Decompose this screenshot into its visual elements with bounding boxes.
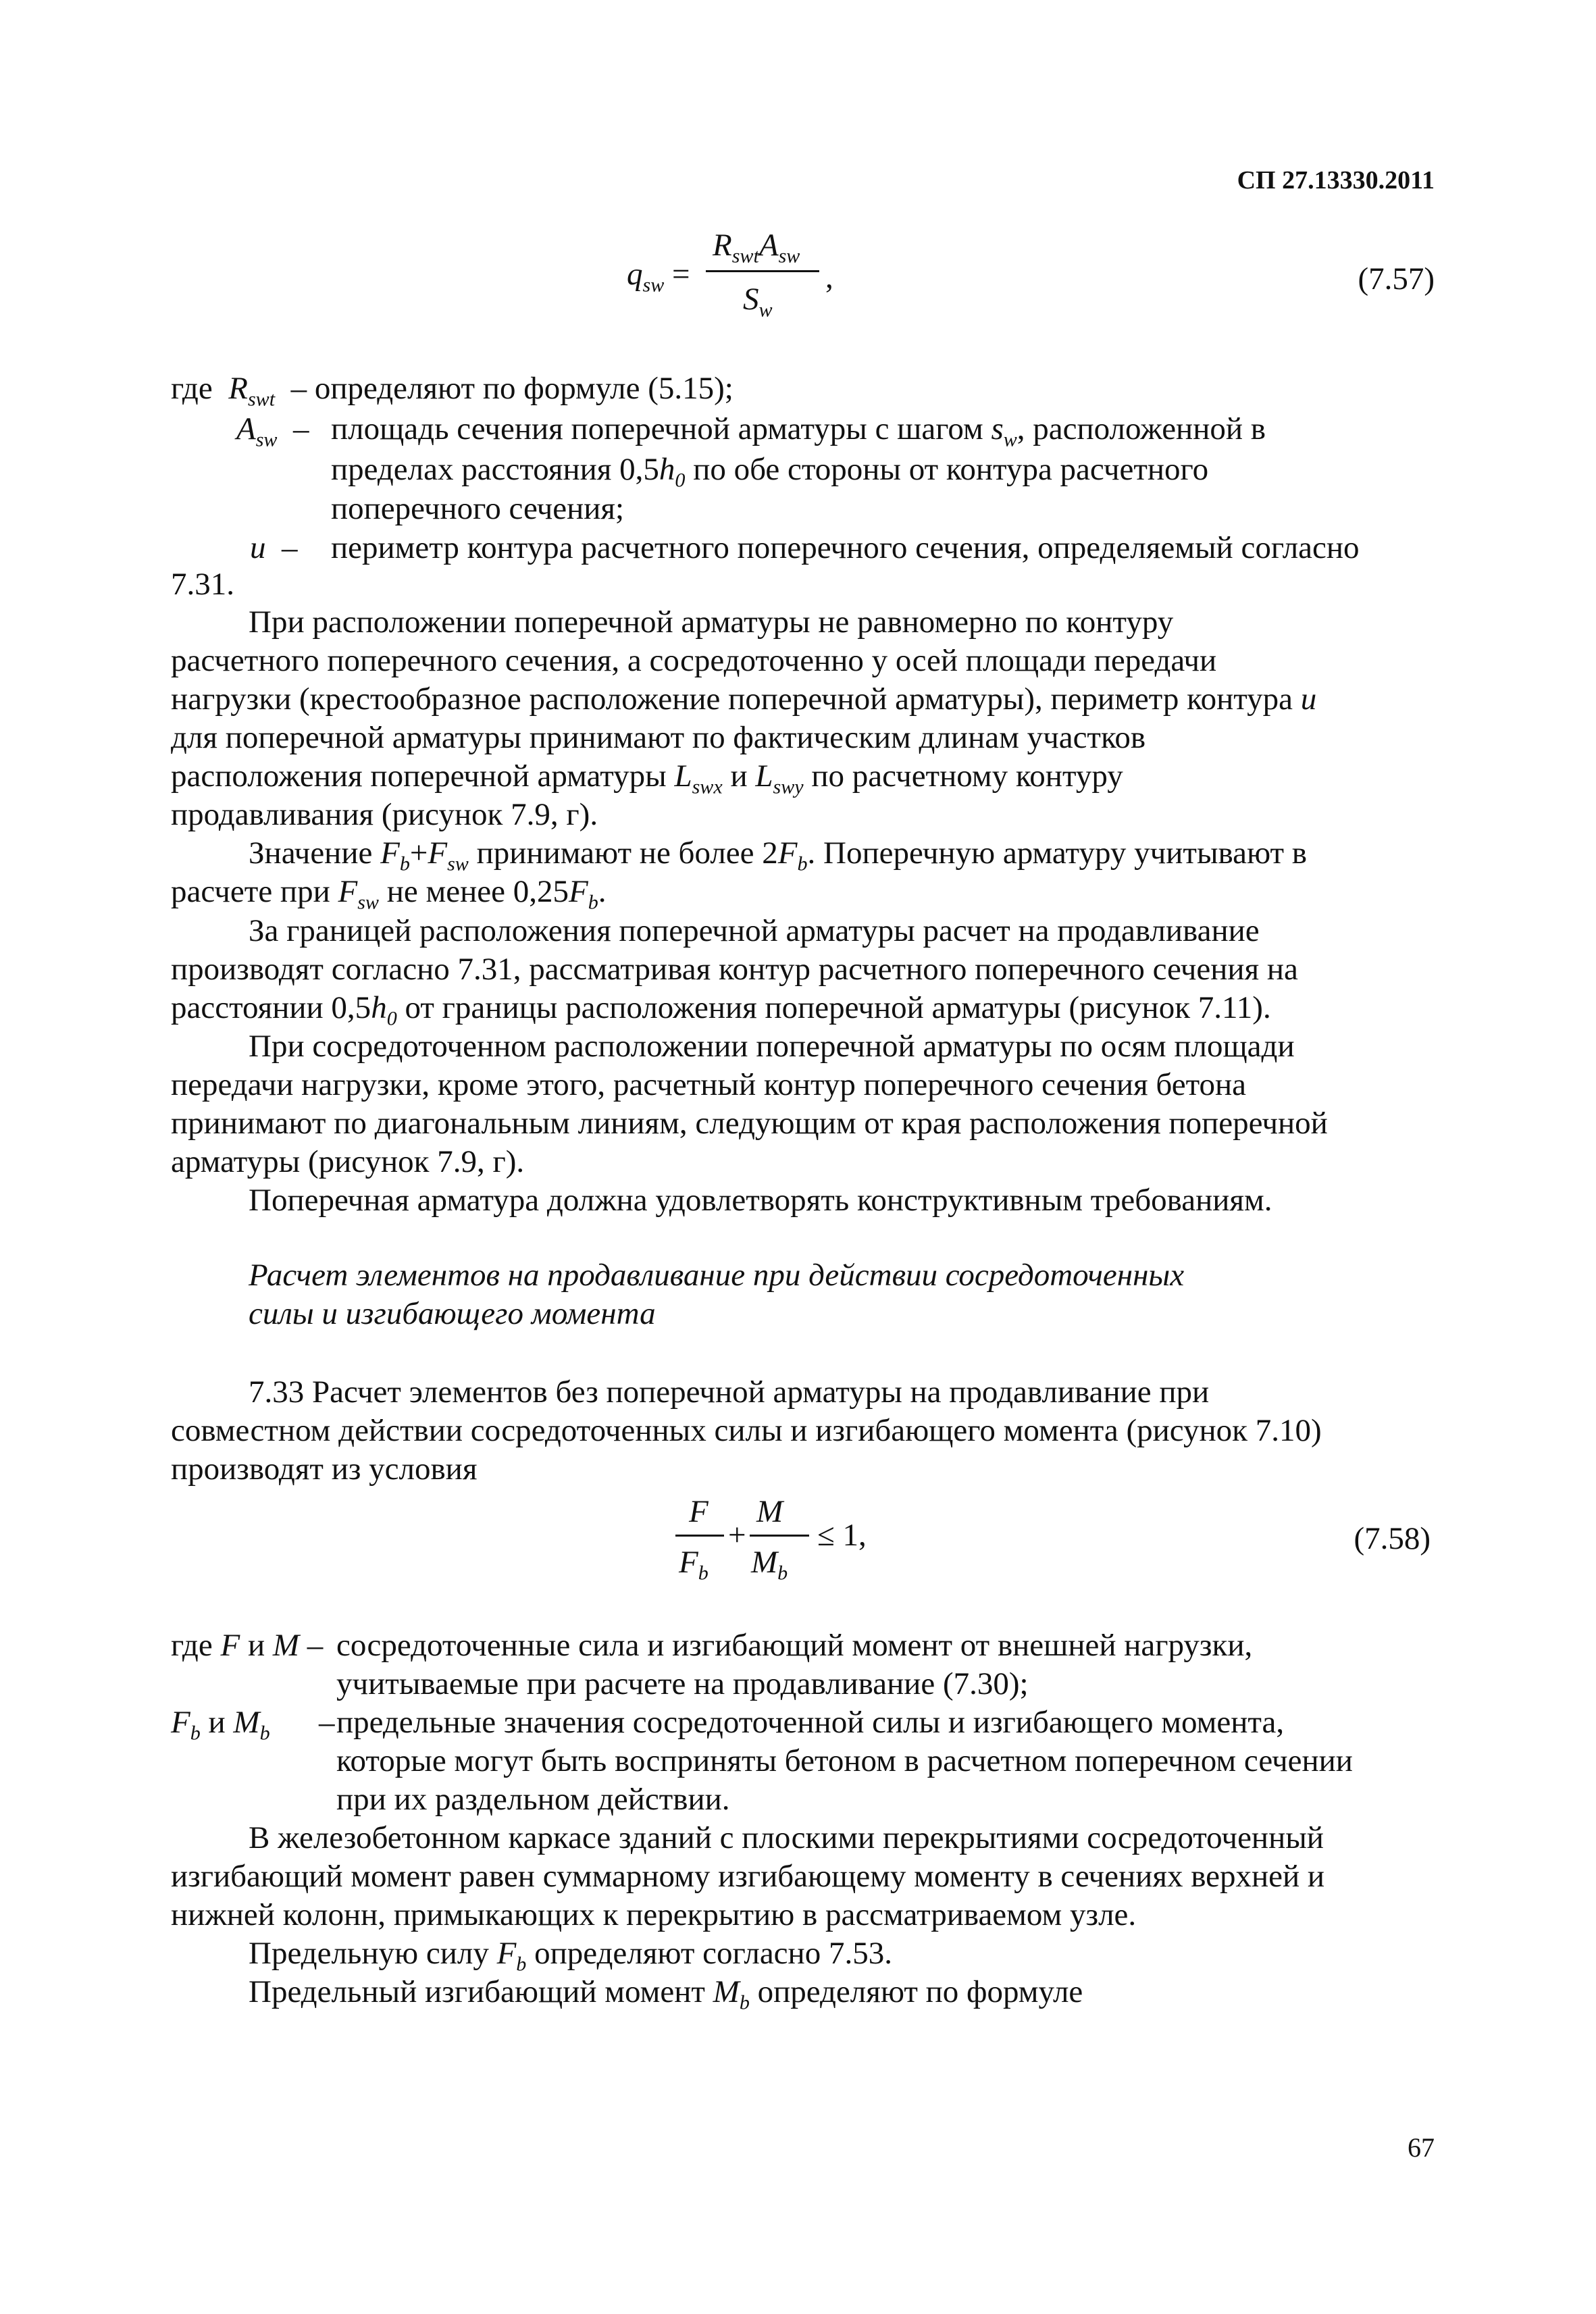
para-line: изгибающий момент равен суммарному изгибающему моменту в сечениях верхней и [171,1859,1325,1894]
document-code: СП 27.13330.2011 [1237,166,1435,195]
para-line: расстоянии $0,5h_0$ от границы расположения поперечной арматуры (рисунок 7.11). [171,990,1271,1030]
para-line: совместном действии сосредоточенных силы и изгибающего момента (рисунок 7.10) [171,1413,1322,1448]
para-line: арматуры (рисунок 7.9, г). [171,1144,525,1179]
formula-numerator-f: F [689,1494,709,1529]
para-line: В железобетонном каркасе зданий с плоскими перекрытиями сосредоточенный [249,1820,1324,1855]
formula-denominator: $S_w$ [743,282,773,322]
def-row-u-line2: 7.31. [171,567,234,602]
fraction-bar [675,1535,724,1537]
para-line: расчете при $F_{sw}$ не менее $0,25F_b$. [171,874,607,914]
def-row-f-m-line2: учитываемые при расчете на продавливание (7.30); [336,1666,1029,1701]
def-row-fb-mb-line2: которые могут быть восприняты бетоном в расчетном поперечном сечении [336,1743,1353,1778]
para-line: производят согласно 7.31, рассматривая контур расчетного поперечного сечения на [171,952,1298,987]
para-line: передачи нагрузки, кроме этого, расчетный контур поперечного сечения бетона [171,1067,1247,1102]
formula-denominator-fb: $F_b$ [679,1545,709,1585]
page-number: 67 [1408,2132,1435,2163]
def-row-f-m-text: сосредоточенные сила и изгибающий момент от внешней нагрузки, [336,1628,1253,1663]
formula-relation: ≤ 1, [817,1518,867,1553]
para-line: принимают по диагональным линиям, следующим от края расположения поперечной [171,1106,1328,1141]
para-line: нижней колонн, примыкающих к перекрытию в рассматриваемом узле. [171,1897,1137,1932]
def-row-fb-mb-symbols: $F_b$ и $M_b$ [171,1705,270,1745]
equation-number: (7.58) [1354,1521,1431,1556]
para-line: расчетного поперечного сечения, а сосредоточенно у осей площади передачи [171,643,1217,678]
paragraph-limit-force: Предельную силу $F_b$ определяют согласно 7.53. [249,1936,892,1976]
para-line: При сосредоточенном расположении поперечной арматуры по осям площади [249,1029,1295,1064]
equation-number: (7.57) [1358,261,1435,297]
paragraph-limit-moment: Предельный изгибающий момент $M_b$ определяют по формуле [249,1974,1083,2014]
para-line: За границей расположения поперечной арматуры расчет на продавливание [249,913,1260,948]
para-line: При расположении поперечной арматуры не равномерно по контуру [249,605,1174,640]
def-row-rswt: где $R_{swt}$ – определяют по формуле (5.15); [171,371,733,411]
subheading-line: силы и изгибающего момента [249,1296,656,1331]
def-row-u-symbol: u – [250,530,298,565]
fraction-bar [706,270,819,272]
subheading-line: Расчет элементов на продавливание при действии сосредоточенных [249,1258,1185,1293]
def-row-asw-symbol: $A_{sw}$ – [236,411,309,451]
para-line: расположения поперечной арматуры $L_{swx}$ и $L_{swy}$ по расчетному контуру [171,759,1123,798]
def-row-asw-line2: пределах расстояния $0,5h_0$ по обе стороны от контура расчетного [331,452,1209,492]
formula-lhs: $q_{sw}$ = [627,257,690,297]
formula-comma: , [825,260,833,295]
formula-numerator-m: M [756,1494,783,1529]
para-line: производят из условия [171,1451,478,1487]
fraction-bar [750,1535,809,1537]
def-row-fb-mb-line3: при их раздельном действии. [336,1782,730,1817]
formula-plus: + [728,1518,746,1553]
formula-denominator-mb: $M_b$ [751,1545,788,1585]
def-row-fb-mb-dash: – [319,1705,335,1740]
def-row-f-m-symbols: где F и M – [171,1628,324,1663]
para-line: 7.33 Расчет элементов без поперечной арматуры на продавливание при [249,1374,1210,1410]
def-row-fb-mb-text: предельные значения сосредоточенной силы и изгибающего момента, [336,1705,1285,1740]
para-line: продавливания (рисунок 7.9, г). [171,797,598,832]
paragraph-constructive-requirements: Поперечная арматура должна удовлетворять конструктивным требованиям. [249,1183,1272,1218]
def-row-asw-line3: поперечного сечения; [331,491,625,526]
formula-numerator: $R_{swt}A_{sw}$ [713,228,800,267]
def-row-asw-text: площадь сечения поперечной арматуры с шагом $s_w$, расположенной в [331,411,1266,451]
para-line: нагрузки (крестообразное расположение поперечной арматуры), периметр контура u [171,682,1317,717]
para-line: для поперечной арматуры принимают по фактическим длинам участков [171,720,1146,755]
para-line: Значение $F_b+F_{sw}$ принимают не более $2F_b$. Поперечную арматуру учитывают в [249,835,1307,875]
def-row-u-text: периметр контура расчетного поперечного сечения, определяемый согласно [331,530,1360,565]
